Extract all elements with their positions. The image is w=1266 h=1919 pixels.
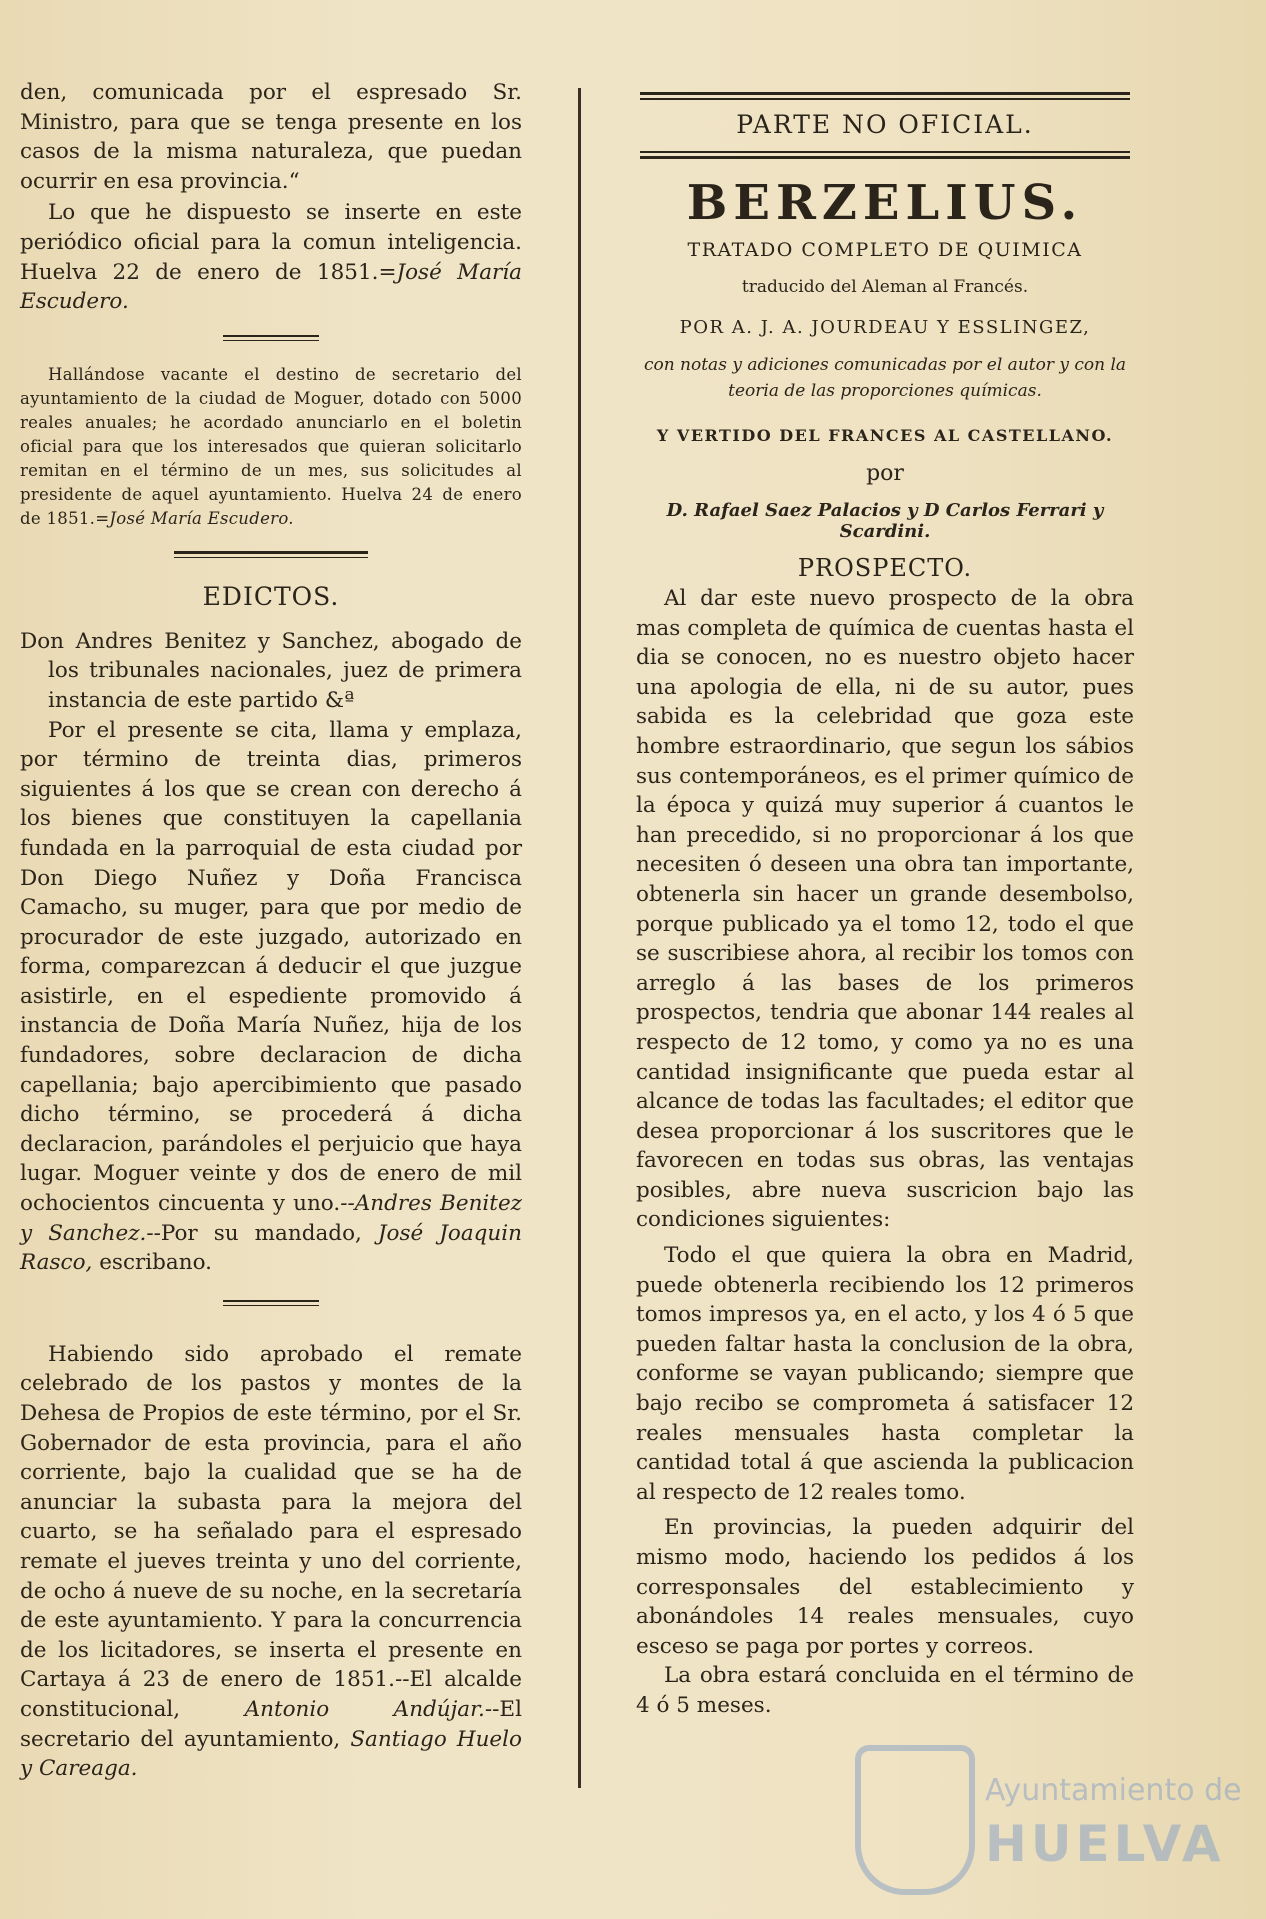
authors-line: POR A. J. A. JOURDEAU Y ESSLINGEZ, [679, 317, 1091, 338]
secretary-name: Santiago Huelo y Careaga. [20, 1726, 522, 1782]
prospecto-paragraph-3: En provincias, la pueden adquirir del mismo modo, haciendo los pedidos á los corresponsales del establecimiento y abonándoles 14 reales mensuales, cuyo esceso se paga por portes y correos. [636, 1515, 1134, 1659]
clerk-name: José Joaquin Rasco, [20, 1220, 522, 1276]
watermark-line-2: HUELVA [985, 1815, 1225, 1873]
notes-line: con notas y adiciones comunicadas por el autor y con la teoria de las proporciones químicas. [643, 355, 1127, 401]
por-line: por [866, 461, 904, 486]
coat-of-arms-icon [855, 1745, 975, 1895]
clerk-title: escribano. [99, 1250, 212, 1276]
auction-text: Habiendo sido aprobado el remate celebrado de los pastos y montes de la Dehesa de Propios de este término, por el Sr. Gobernador de esta provincia, para el año corriente, bajo la cualidad que se ha de anunciar la subasta para la mejora del cuarto, se ha señalado para el espresado remate el jueves treinta y uno del corriente, de ocho á nueve de su noche, en la secretaría de este ayuntamiento. Y para la concurrencia de los licitadores, se inserta el presente en Cartaya á 23 de enero de 1851.--El alcalde constitucional, [20, 1341, 522, 1722]
book-title: BERZELIUS. [686, 175, 1084, 231]
vacancy-notice-text: Hallándose vacante el destino de secretario del ayuntamiento de la ciudad de Moguer, dotado con 5000 reales anuales; he acordado anunciarlo en el boletin oficial para que los interesados que quieran solicitarlo remitan en el término de un mes, sus solicitudes al presidente de aquel ayuntamiento. Huelva 24 de enero de 1851. [20, 364, 522, 528]
top-double-rule [640, 92, 1130, 100]
heading-double-rule [640, 151, 1130, 159]
translated-line: traducido del Aleman al Francés. [741, 277, 1029, 297]
spanish-line: Y VERTIDO DEL FRANCES AL CASTELLANO. [656, 426, 1114, 445]
continuation-text: den, comunicada por el espresado Sr. Ministro, para que se tenga presente en los casos de la misma naturaleza, que puedan ocurrir en esa provincia.“ [20, 80, 522, 194]
judge-signature: --Andres Benitez y Sanchez. [20, 1191, 522, 1246]
translators-line: D. Rafael Saez Palacios y D Carlos Ferrari y Scardini. [666, 500, 1104, 542]
ayuntamiento-watermark [855, 1745, 1242, 1905]
double-rule [174, 551, 368, 558]
left-column [20, 78, 522, 1784]
judge-body [20, 716, 522, 1278]
vacancy-signature: =José María Escudero. [95, 508, 294, 528]
auction-secretary: --El secretario del ayuntamiento, [20, 1696, 522, 1752]
prospecto-paragraph-1: Al dar este nuevo prospecto de la obra mas completa de química de cuentas hasta el dia se conocen, no es nuestro objeto hacer una apologia de ella, ni de su autor, pues sabida es la celebridad que goza este hombre estraordinario, que segun los sábios sus contemporáneos, es el primer químico de la época y quizá muy superior á cuantos le han precedido, si no proporcionar á los que necesiten ó deseen una obra tan importante, obtenerla sin hacer un grande desembolso, porque publicado ya el tomo 12, todo el que se suscribiese ahora, al recibir los tomos con arreglo á las bases de los primeros prospectos, tendria que abonar 144 reales al respecto de 12 tomo, y como ya no es una cantidad insignificante que pueda estar al alcance de todas las facultades; el editor que desea proporcionar á los suscritores que le favorecen en todas sus obras, las ventajas posibles, abre nueva suscricion bajo las condiciones siguientes: [636, 586, 1134, 1233]
auction-notice [20, 1340, 522, 1784]
watermark-line-1: Ayuntamiento de [985, 1773, 1242, 1808]
prospecto-paragraph-2: Todo el que quiera la obra en Madrid, puede obtenerla recibiendo los 12 primeros tomos impresos ya, en el acto, y los 4 ó 5 que pueden faltar hasta la conclusion de la obra, conforme se vayan publicando; siempre que bajo recibo se comprometa á satisfacer 12 reales mensuales hasta completar la cantidad total á que ascienda la publicacion al respecto de 12 reales tomo. [636, 1243, 1134, 1505]
mayor-name: Antonio Andújar. [244, 1696, 485, 1722]
judge-header: Don Andres Benitez y Sanchez, abogado de los tribunales nacionales, juez de primera instancia de este partido &ª [20, 628, 522, 713]
column-divider [578, 88, 581, 1788]
prospecto-heading: PROSPECTO. [797, 554, 973, 582]
publication-signature: =José María Escudero. [20, 259, 522, 315]
short-double-rule-2 [223, 1300, 319, 1306]
book-subtitle: TRATADO COMPLETO DE QUIMICA [687, 239, 1083, 261]
short-double-rule [223, 335, 319, 341]
judge-body-text: Por el presente se cita, llama y emplaza, por término de treinta dias, primeros siguientes á los que se crean con derecho á los bienes que constituyen la capellania fundada en la parroquial de esta ciudad por Don Diego Nuñez y Doña Francisca Camacho, su muger, para que por medio de procurador de este juzgado, autorizado en forma, comparezcan á deducir el que juzgue asistirle, en el espediente promovido á instancia de Doña María Nuñez, hija de los fundadores, sobre declaracion de dicha capellania; bajo apercibimiento que pasado dicho término, se procederá á dicha declaracion, parándoles el perjuicio que haya lugar. Moguer veinte y dos de enero de mil ochocientos cincuenta y uno. [20, 717, 522, 1217]
publication-note-text: Lo que he dispuesto se inserte en este periódico oficial para la comun inteligencia. Huelva 22 de enero de 1851. [20, 200, 522, 285]
edicts-heading: EDICTOS. [202, 581, 340, 611]
parte-no-oficial-heading: PARTE NO OFICIAL. [736, 110, 1034, 139]
prospecto-paragraph-4: La obra estará concluida en el término de 4 ó 5 meses. [636, 1663, 1134, 1718]
publication-note [20, 198, 522, 316]
judge-mandate: --Por su mandado, [146, 1220, 362, 1246]
vacancy-notice [20, 363, 522, 531]
right-column [636, 78, 1134, 1721]
